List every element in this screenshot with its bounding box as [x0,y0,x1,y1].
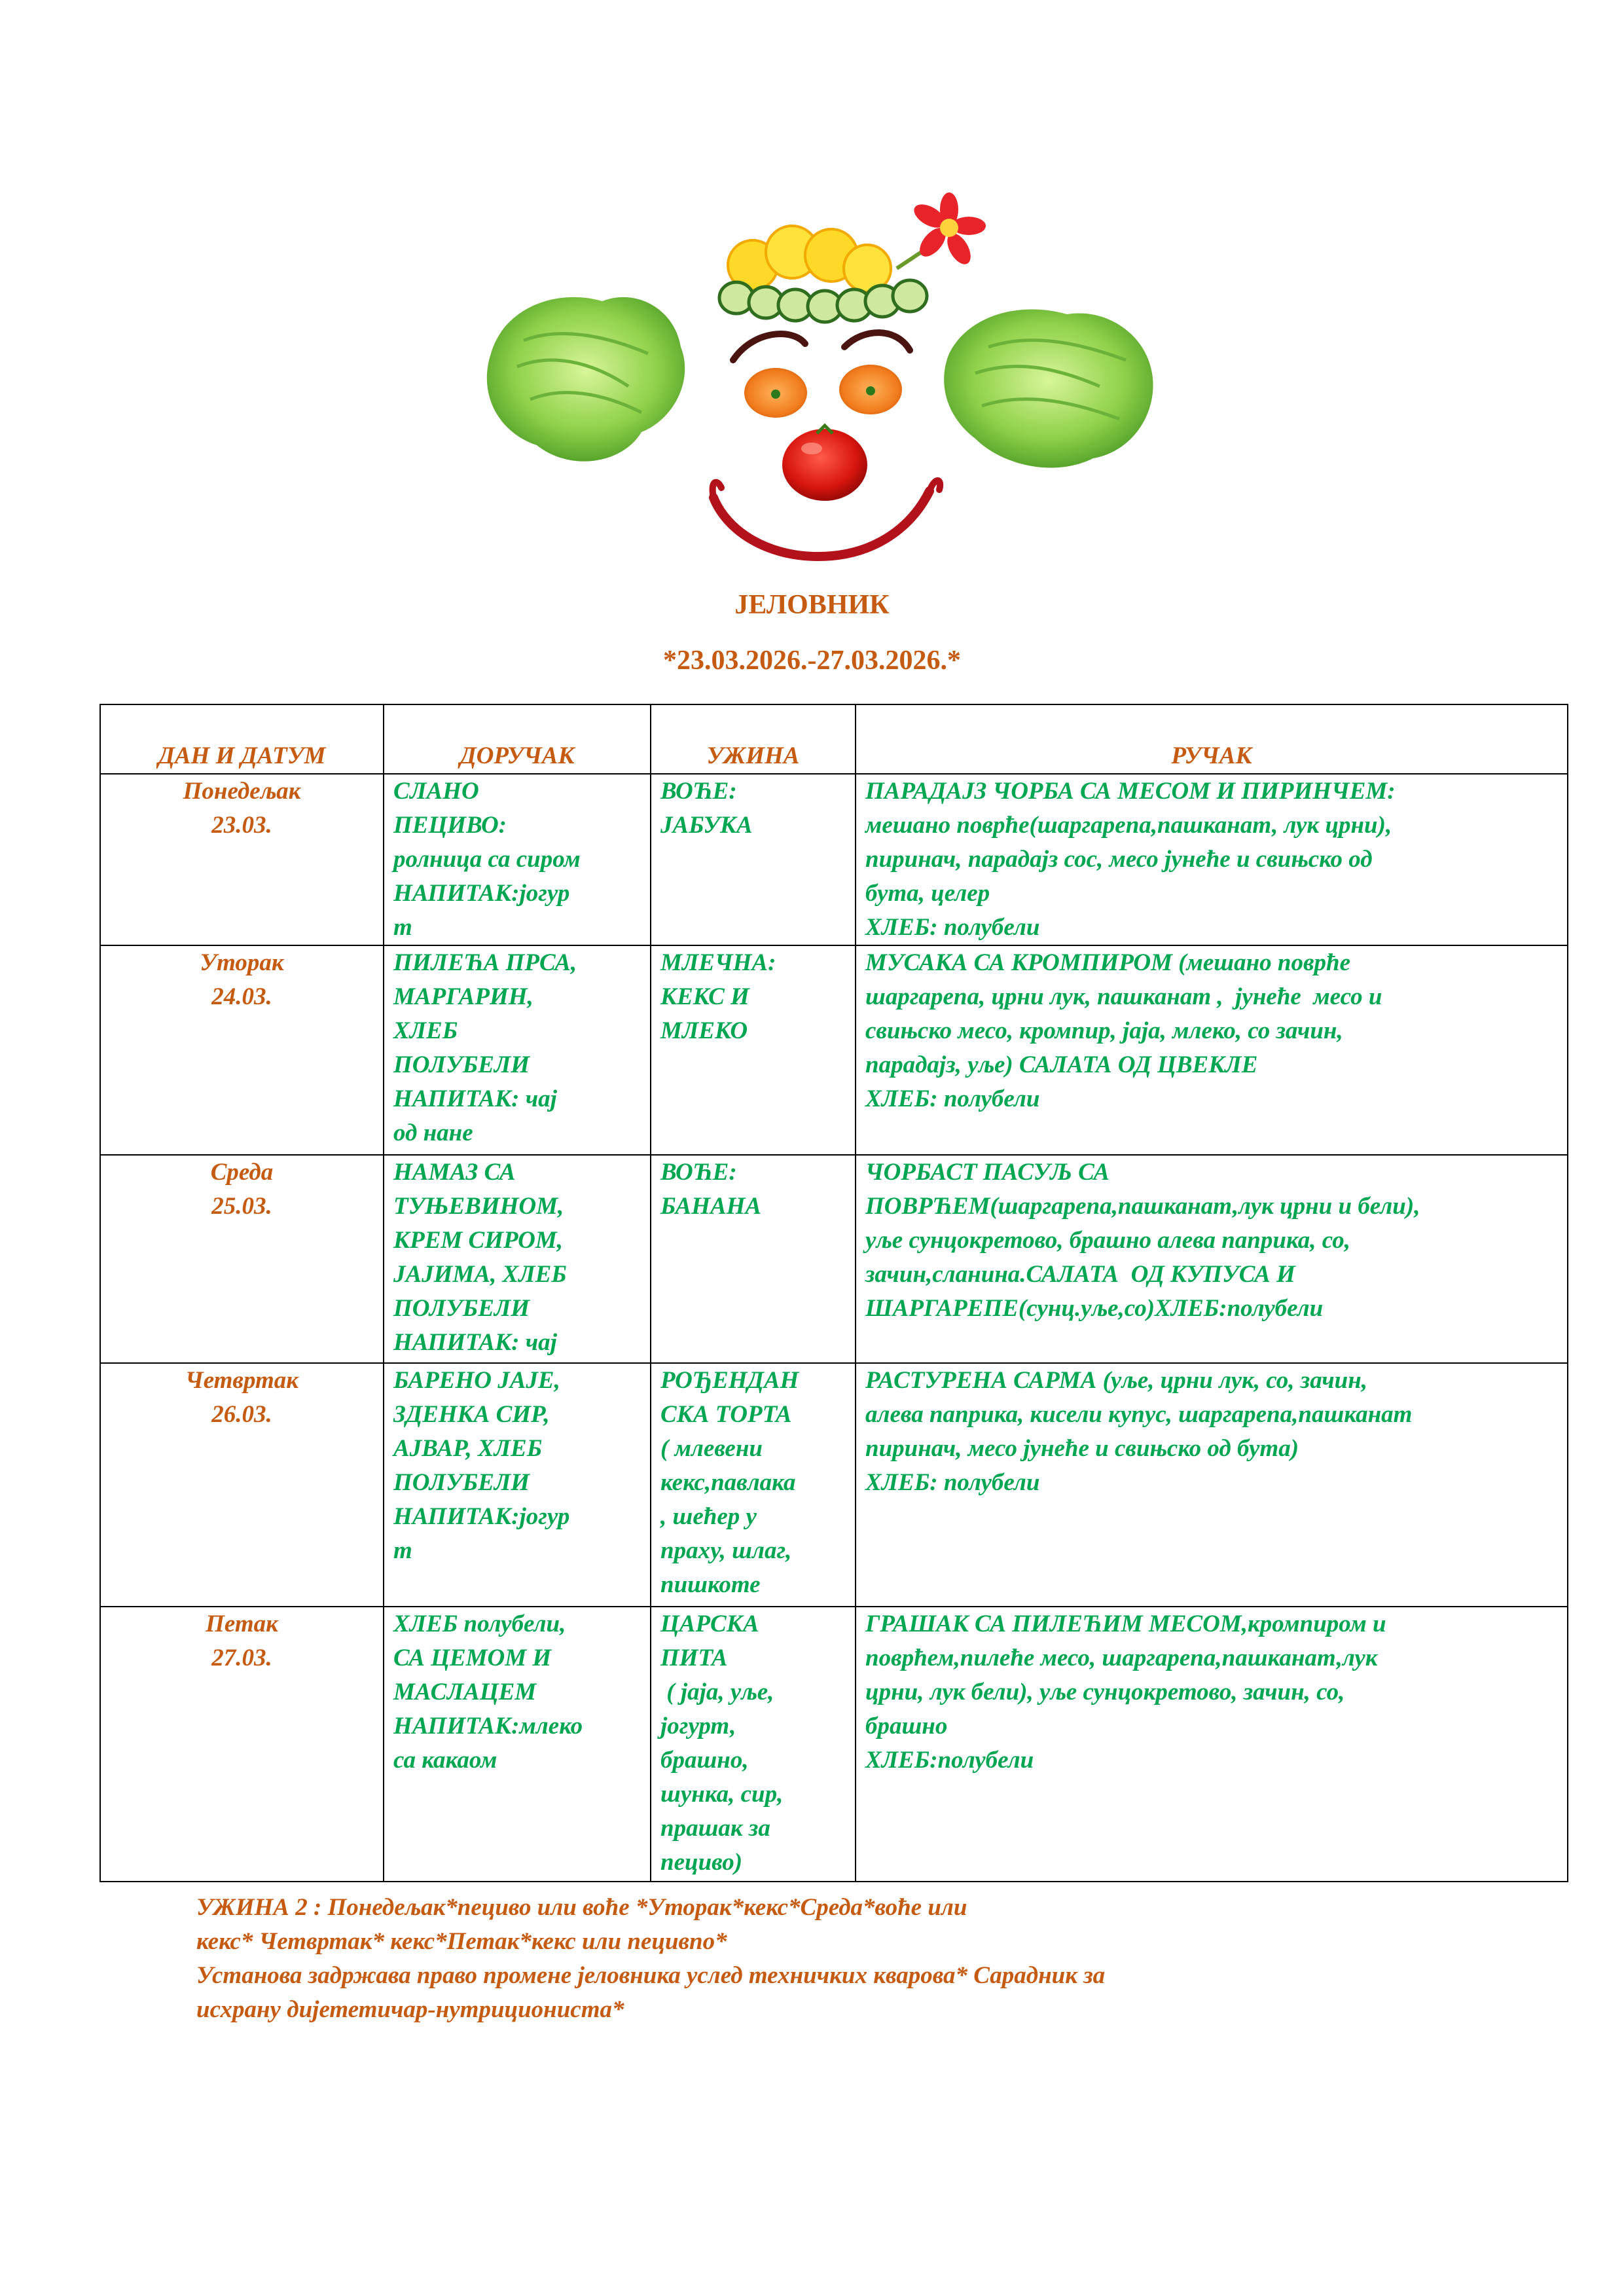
breakfast-line: ЈАЈИМА, ХЛЕБ [393,1261,567,1288]
breakfast-line: ПОЛУБЕЛИ [393,1051,530,1078]
day-name: Среда [210,1159,274,1186]
table-header-row [100,704,1568,774]
lunch-line: ХЛЕБ: полубели [865,1085,1040,1112]
date-range: *23.03.2026.-27.03.2026.* [663,646,961,676]
lemon-slices-icon [728,226,891,292]
lunch-line: мешано поврће(шаргарепа,пашканат, лук црни), [865,812,1392,839]
column-header-lunch: РУЧАК [856,704,1568,774]
lunch-line: МУСАКА СА КРОМПИРОМ (мешано поврће [865,949,1350,976]
snack-line: ВОЋЕ: [660,778,737,805]
menu-table [99,704,1568,1882]
lunch-line: брашно [865,1713,948,1740]
carrot-eye-right-icon [839,365,902,414]
footer-notes [196,1891,1440,2027]
lunch-line: пиринач, парадајз сос, месо јунеће и свињско од [865,846,1373,873]
lunch-cell [856,774,1568,945]
column-header-breakfast: ДОРУЧАК [384,704,651,774]
table-row [100,945,1568,1155]
column-header-snack: УЖИНА [651,704,856,774]
day-name: Понедељак [183,778,301,805]
lunch-cell [856,1155,1568,1363]
day-date: 23.03. [211,812,272,839]
snack-line: праху, шлаг, [660,1537,792,1564]
lunch-cell [856,1607,1568,1882]
lunch-cell [856,1363,1568,1607]
footer-line: кекс* Четвртак* кекс*Петак*кекс или пецивпо* [196,1928,727,1955]
breakfast-line: ПОЛУБЕЛИ [393,1469,530,1496]
day-name: Уторак [200,949,284,976]
lunch-line: РАСТУРЕНА САРМА (уље, црни лук, со, зачин, [865,1367,1367,1394]
snack-line: РОЂЕНДАН [660,1367,799,1394]
snack-line: шунка, сир, [660,1781,784,1808]
snack-line: пециво) [660,1849,743,1876]
breakfast-cell [384,1155,651,1363]
day-name: Четвртак [185,1367,298,1394]
day-name: Петак [206,1611,278,1637]
table-row [100,1363,1568,1607]
footer-line: исхрану дијететичар-нутрициониста* [196,1996,624,2023]
ketchup-smile-icon [713,491,929,556]
tomato-nose-icon [782,426,867,501]
snack-cell [651,1607,856,1882]
snack-line: прашак за [660,1815,770,1842]
breakfast-cell [384,1363,651,1607]
lunch-line: пиринач, месо јунеће и свињско од бута) [865,1435,1299,1462]
breakfast-line: БАРЕНО ЈАЈЕ, [393,1367,560,1394]
breakfast-cell [384,774,651,945]
breakfast-line: ЗДЕНКА СИР, [393,1401,550,1428]
table-row [100,774,1568,945]
breakfast-line: са какаом [393,1747,497,1774]
breakfast-line: НАМАЗ СА [393,1159,516,1186]
breakfast-line: НАПИТАК:јогур [393,880,570,907]
eyebrow-left-icon [733,334,805,360]
breakfast-line: НАПИТАК:јогур [393,1503,570,1530]
breakfast-line: ролница са сиром [393,846,581,873]
day-cell [100,1363,384,1607]
day-date: 27.03. [211,1645,272,1671]
breakfast-line: НАПИТАК:млеко [393,1713,583,1740]
lunch-line: парадајз, уље) САЛАТА ОД ЦВЕКЛЕ [865,1051,1258,1078]
breakfast-line: ПЕЦИВО: [393,812,507,839]
day-date: 25.03. [211,1193,272,1220]
snack-cell [651,945,856,1155]
day-cell [100,774,384,945]
breakfast-line: СА ЦЕМОМ И [393,1645,552,1671]
footer-line: Установа задржава право промене јеловника услед техничких кварова* Сарадник за [196,1962,1106,1989]
lunch-line: шаргарепа, црни лук, пашканат , јунеће месо и [865,983,1382,1010]
lunch-line: уље сунцокретово, брашно алева паприка, со, [865,1227,1351,1254]
lettuce-left-icon [487,297,685,462]
footer-line: УЖИНА 2 : Понедељак*пециво или воће *Уторак*кекс*Среда*воће или [196,1894,967,1921]
snack-line: МЛЕЧНА: [660,949,776,976]
breakfast-line: НАПИТАК: чај [393,1085,557,1112]
snack-line: брашно, [660,1747,749,1774]
lunch-line: поврћем,пилеће месо, шаргарепа,пашканат,лук [865,1645,1378,1671]
snack-cell [651,1155,856,1363]
breakfast-cell [384,1607,651,1882]
snack-cell [651,1363,856,1607]
breakfast-line: СЛАНО [393,778,479,805]
lunch-line: ХЛЕБ: полубели [865,914,1040,941]
lunch-line: ПАРАДАЈЗ ЧОРБА СА МЕСОМ И ПИРИНЧЕМ: [865,778,1396,805]
lunch-line: ХЛЕБ:полубели [865,1747,1034,1774]
breakfast-line: МАСЛАЦЕМ [393,1679,537,1705]
lunch-line: црни, лук бели), уље сунцокретово, зачин, со, [865,1679,1345,1705]
breakfast-line: ХЛЕБ полубели, [393,1611,566,1637]
snack-line: ПИТА [660,1645,728,1671]
lunch-line: ПОВРЋЕМ(шаргарепа,пашканат,лук црни и бели), [865,1193,1420,1220]
breakfast-cell [384,945,651,1155]
breakfast-line: АЈВАР, ХЛЕБ [393,1435,543,1462]
day-cell [100,1155,384,1363]
lunch-line: ШАРГАРЕПЕ(сунц.уље,со)ХЛЕБ:полубели [865,1295,1324,1322]
day-date: 24.03. [211,983,272,1010]
lunch-line: ХЛЕБ: полубели [865,1469,1040,1496]
snack-line: СКА ТОРТА [660,1401,792,1428]
breakfast-line: ПИЛЕЋА ПРСА, [393,949,577,976]
snack-line: ( јаја, уље, [660,1679,774,1705]
snack-line: пишкоте [660,1571,761,1598]
breakfast-line: НАПИТАК: чај [393,1329,557,1356]
snack-cell [651,774,856,945]
snack-line: , шећер у [660,1503,757,1530]
strawberry-flower-icon [897,192,986,268]
breakfast-line: од нане [393,1120,473,1146]
breakfast-line: ПОЛУБЕЛИ [393,1295,530,1322]
breakfast-line: МАРГАРИН, [393,983,533,1010]
breakfast-line: ХЛЕБ [393,1017,458,1044]
carrot-eye-left-icon [744,368,807,418]
lunch-line: свињско месо, кромпир, јаја, млеко, со зачин, [865,1017,1343,1044]
day-date: 26.03. [211,1401,272,1428]
lunch-line: ЧОРБАСТ ПАСУЉ СА [865,1159,1110,1186]
day-cell [100,1607,384,1882]
lunch-line: алева паприка, кисели купус, шаргарепа,пашканат [865,1401,1413,1428]
table-row [100,1607,1568,1882]
day-cell [100,945,384,1155]
page-title: ЈЕЛОВНИК [734,590,890,620]
breakfast-line: КРЕМ СИРОМ, [393,1227,563,1254]
breakfast-line: ТУЊЕВИНОМ, [393,1193,564,1220]
breakfast-line: т [393,1537,412,1564]
lunch-cell [856,945,1568,1155]
snack-line: КЕКС И [660,983,749,1010]
snack-line: БАНАНА [660,1193,762,1220]
table-row [100,1155,1568,1363]
snack-line: МЛЕКО [660,1017,748,1044]
vegetable-clown-face-icon [478,190,1159,570]
snack-line: ЦАРСКА [660,1611,759,1637]
snack-line: ЈАБУКА [660,812,753,839]
column-header-day: ДАН И ДАТУМ [100,704,384,774]
snack-line: ВОЋЕ: [660,1159,737,1186]
breakfast-line: т [393,914,412,941]
lunch-line: бута, целер [865,880,990,907]
snack-line: јогурт, [660,1713,736,1740]
lettuce-right-icon [944,310,1153,468]
snack-line: кекс,павлака [660,1469,796,1496]
lunch-line: ГРАШАК СА ПИЛЕЋИМ МЕСОМ,кромпиром и [865,1611,1386,1637]
eyebrow-right-icon [844,333,910,350]
lunch-line: зачин,сланина.САЛАТА ОД КУПУСА И [865,1261,1295,1288]
snack-line: ( млевени [660,1435,763,1462]
